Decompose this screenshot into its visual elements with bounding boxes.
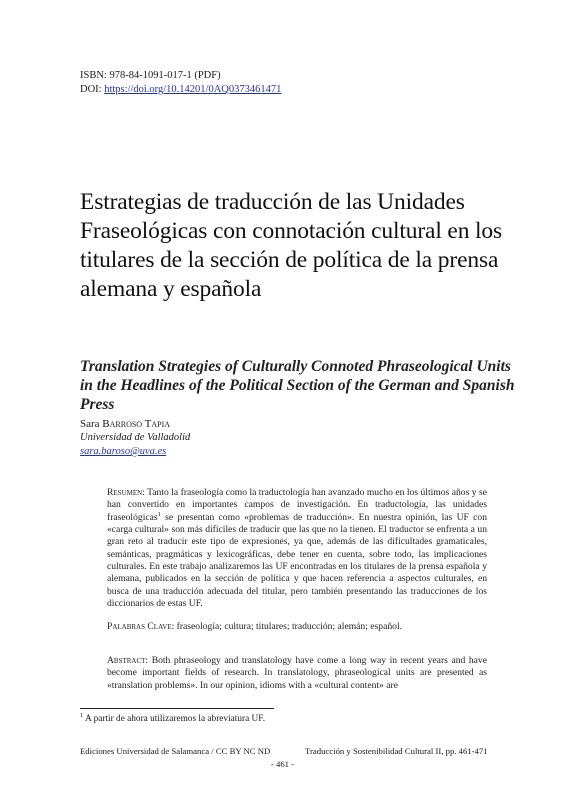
doi-link[interactable]: https://doi.org/10.14201/0AQ0373461471	[104, 84, 282, 95]
author-given-name: Sara	[80, 418, 103, 430]
isbn-line: ISBN: 978-84-1091-017-1 (PDF)	[80, 70, 221, 81]
resumen-label: Resumen:	[107, 487, 145, 498]
paper-subtitle-english: Translation Strategies of Culturally Connoted Phraseological Units in the Headlines of the Political Section of the German and Spanish Press	[80, 358, 515, 413]
author-affiliation: Universidad de Valladolid	[80, 432, 191, 443]
keywords-paragraph	[107, 621, 487, 633]
resumen-paragraph	[107, 487, 487, 610]
footnote-number: 1	[80, 711, 84, 719]
footnote-text: A partir de ahora utilizaremos la abreviatura UF.	[83, 714, 266, 724]
abstract-label: Abstract:	[107, 655, 149, 666]
author-name	[80, 418, 170, 430]
doi-label: DOI:	[80, 84, 105, 95]
abstract-text: Both phraseology and translatology have come a long way in recent years and have become important fields of research. In translatology, phraseological units are presented as «translation problems». In our opinion, idioms with a «cultural content» are	[107, 655, 487, 691]
abstract-paragraph	[107, 655, 487, 692]
footer-publisher: Ediciones Universidad de Salamanca / CC BY NC ND	[80, 746, 271, 756]
page-number: - 461 -	[270, 759, 295, 769]
keywords-label: Palabras Clave:	[107, 621, 175, 632]
footnote	[80, 711, 266, 724]
paper-title: Estrategias de traducción de las Unidades Fraseológicas con connotación cultural en los titulares de la sección de política de la prensa alemana y española	[80, 189, 502, 302]
footer-book-info: Traducción y Sostenibilidad Cultural II, pp. 461-471	[305, 746, 488, 756]
footnote-ref[interactable]: 1	[157, 510, 161, 518]
footnote-divider	[80, 708, 274, 709]
author-email-link[interactable]: sara.baroso@uva.es	[80, 446, 167, 457]
resumen-text-a: Tanto la fraseología como la traductología han avanzado mucho en los últimos años y se han convertido en importantes campos de investigación. En traductología, las unidades fraseológicas	[107, 487, 487, 523]
resumen-text-b: se presentan como «problemas de traducción». En nuestra opinión, las UF con «carga cultural» son más difíciles de traducir que las que no la tienen. El traductor se enfrenta a un gran reto al traducir este tipo de expresiones, ya que, además de las dificultades gramaticales, semánticas, pragmáticas y lexicográficas, debe tener en cuenta, sobre todo, las implicaciones culturales. En este trabajo analizaremos las UF encontradas en los titulares de la prensa española y alemana, publicados en la sección de política y que hacen referencia a aspectos culturales, en busca de una traducción adecuada del titular, pero también presentando las traducciones de los diccionarios de estas UF.	[107, 511, 487, 610]
author-surname: Barroso Tapia	[102, 418, 171, 430]
author-email	[80, 446, 166, 457]
keywords-text: fraseología; cultura; titulares; traducción; alemán; español.	[174, 621, 403, 632]
doi-line	[80, 83, 281, 97]
